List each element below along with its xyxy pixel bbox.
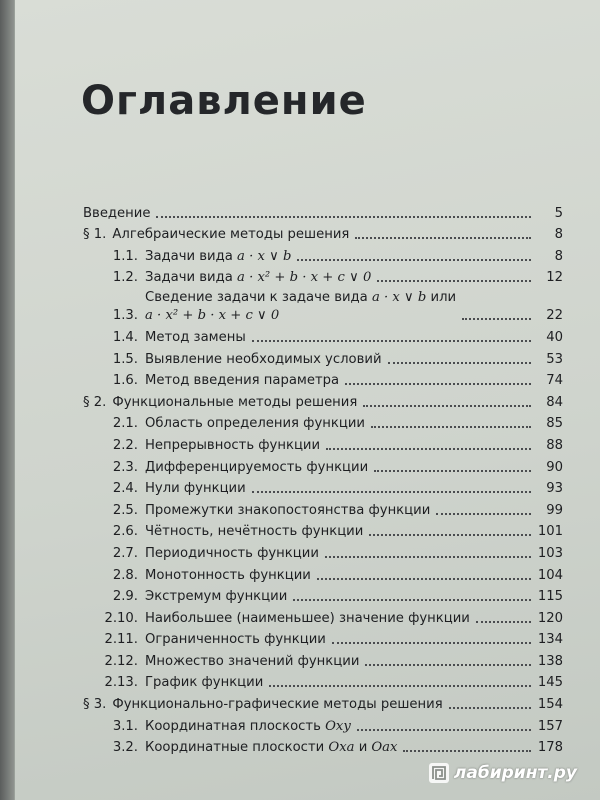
toc-entry-page-number: 22	[546, 308, 563, 324]
toc-entry-page-number: 88	[546, 437, 563, 453]
toc-entry-number: 1.2.	[112, 270, 138, 286]
toc-entry-number: 2.13.	[104, 675, 138, 691]
toc-entry-page-number: 93	[546, 481, 563, 497]
toc-entry-label-text: График функции	[145, 675, 264, 691]
toc-entry-label-text: Алгебраические методы решения	[112, 227, 350, 243]
toc-entry-number: 2.8.	[112, 567, 138, 583]
toc-entry-number: 1.3.	[112, 308, 138, 324]
toc-entry-label	[145, 589, 287, 604]
toc-entry[interactable]	[83, 323, 563, 345]
toc-entry-formula-2: Oax	[371, 740, 398, 756]
toc-entry-page-number: 53	[546, 351, 563, 367]
toc-entry-label	[145, 481, 246, 496]
toc-entry-page-number: 103	[537, 545, 563, 561]
toc-leader-dots	[325, 553, 531, 558]
labyrinth-logo-icon	[428, 762, 450, 784]
toc-entry-formula: Oxy	[325, 718, 351, 734]
toc-entry-number: 2.11.	[104, 632, 138, 648]
toc-leader-dots	[369, 531, 531, 536]
toc-entry-page-number: 115	[537, 589, 563, 605]
toc-entry-number: 2.5.	[112, 502, 138, 518]
toc-entry-formula-line2: a · x² + b · x + c ∨ 0	[145, 308, 280, 324]
toc-entry-page-number: 40	[546, 329, 563, 345]
toc-entry-label-text: Непрерывность функции	[145, 437, 321, 453]
toc-entry-number: 2.12.	[104, 653, 138, 669]
toc-entry-label-text: Метод замены	[145, 329, 246, 345]
toc-entry-label-text: Экстремум функции	[145, 589, 288, 605]
toc-leader-dots	[252, 488, 531, 493]
toc-entry-number: 1.5.	[112, 351, 138, 367]
toc-entry-label-mid: и	[358, 740, 368, 756]
toc-entry-label-block	[145, 290, 456, 323]
toc-entry-page-number: 154	[537, 697, 563, 713]
toc-entry[interactable]	[83, 647, 563, 669]
toc-entry-page-number: 90	[546, 459, 563, 475]
toc-entry-label	[145, 719, 351, 734]
toc-entry-label	[145, 270, 371, 285]
toc-entry-label-text: Область определения функции	[145, 416, 365, 432]
toc-entry-label	[145, 352, 382, 367]
toc-entry[interactable]	[83, 604, 563, 626]
toc-entry[interactable]	[83, 410, 563, 432]
toc-entry-formula: a · x ∨ b	[371, 290, 427, 306]
toc-entry-label	[112, 697, 442, 712]
toc-entry[interactable]	[83, 712, 563, 734]
toc-leader-dots	[357, 726, 531, 731]
toc-entry[interactable]	[83, 734, 563, 756]
toc-entry-label	[145, 416, 365, 431]
toc-leader-dots	[363, 402, 531, 407]
toc-entry-page-number: 84	[546, 394, 563, 410]
watermark-logo	[428, 762, 577, 784]
toc-entry-label	[83, 206, 150, 221]
toc-leader-dots	[374, 467, 531, 472]
toc-entry-number: 1.1.	[112, 248, 138, 264]
toc-entry[interactable]	[83, 475, 563, 497]
toc-entry-formula: Oxa	[328, 740, 355, 756]
toc-entry-number: 2.6.	[112, 524, 138, 540]
toc-entry-label	[145, 373, 339, 388]
toc-entry-page-number: 145	[537, 675, 563, 691]
toc-entry-label	[145, 249, 291, 264]
toc-entry-page-number: 8	[554, 248, 563, 264]
toc-entry-label-text: Множество значений функции	[145, 653, 360, 669]
toc-entry-label-text: Чётность, нечётность функции	[145, 524, 364, 540]
toc-leader-dots	[365, 661, 531, 666]
toc-entry-label-text: Задачи вида	[145, 270, 233, 286]
toc-entry-label-text: Сведение задачи к задаче вида	[145, 290, 368, 306]
toc-entry-label-text: Выявление необходимых условий	[145, 351, 382, 367]
toc-entry-label-tail: или	[430, 290, 457, 306]
toc-entry[interactable]	[83, 367, 563, 389]
toc-entry[interactable]	[83, 242, 563, 264]
toc-entry-label-text: Нули функции	[145, 481, 246, 497]
toc-entry[interactable]	[83, 453, 563, 475]
toc-entry-label-text: Функционально-графические методы решения	[112, 697, 443, 713]
toc-leader-dots	[332, 639, 531, 644]
toc-leader-dots	[156, 213, 531, 218]
toc-entry-page-number: 104	[537, 567, 563, 583]
toc-leader-dots	[355, 234, 531, 239]
toc-entry-label-text: Метод введения параметра	[145, 373, 340, 389]
toc-entry-label-text: Монотонность функции	[145, 567, 311, 583]
toc-entry-page-number: 134	[537, 632, 563, 648]
toc-leader-dots	[403, 747, 531, 752]
toc-entry-label	[145, 654, 359, 669]
toc-entry[interactable]	[83, 199, 563, 221]
watermark-text: лабиринт.ру	[453, 763, 577, 783]
toc-leader-dots	[293, 596, 531, 601]
toc-entry-label-text: Координатные плоскости	[145, 740, 325, 756]
toc-entry-number: 3.2.	[112, 740, 138, 756]
toc-entry-page-number: 12	[546, 270, 563, 286]
table-of-contents	[83, 199, 563, 755]
toc-entry-page-number: 85	[546, 416, 563, 432]
toc-entry[interactable]	[83, 539, 563, 561]
toc-entry-page-number: 8	[554, 227, 563, 243]
toc-entry-page-number: 5	[554, 205, 563, 221]
toc-entry-label-text: Промежутки знакопостоянства функции	[145, 502, 431, 518]
toc-entry-label-text: Периодичность функции	[145, 545, 319, 561]
toc-entry[interactable]	[83, 264, 563, 286]
toc-entry-page-number: 74	[546, 373, 563, 389]
toc-entry-number: § 2.	[83, 394, 107, 410]
book-page	[14, 0, 600, 800]
toc-entry-page-number: 120	[537, 610, 563, 626]
toc-entry[interactable]	[83, 561, 563, 583]
toc-entry-page-number: 178	[537, 740, 563, 756]
toc-leader-dots	[317, 575, 531, 580]
toc-leader-dots	[345, 380, 531, 385]
toc-leader-dots	[297, 256, 531, 261]
toc-entry[interactable]	[83, 496, 563, 518]
toc-leader-dots	[371, 423, 531, 428]
toc-entry-number: 3.1.	[112, 718, 138, 734]
toc-leader-dots	[462, 315, 531, 320]
toc-entry-label	[145, 503, 430, 518]
toc-entry-label-text: Введение	[83, 205, 151, 221]
toc-entry[interactable]	[83, 626, 563, 648]
toc-entry-label	[145, 524, 363, 539]
toc-entry-label-text: Функциональные методы решения	[112, 394, 358, 410]
toc-entry-label	[145, 568, 311, 583]
toc-entry-number: 2.1.	[112, 416, 138, 432]
toc-entry-label	[145, 330, 246, 345]
toc-entry[interactable]	[83, 285, 563, 323]
toc-entry-page-number: 99	[546, 502, 563, 518]
toc-leader-dots	[269, 682, 531, 687]
toc-entry-label-text: Координатная плоскость	[145, 718, 321, 734]
toc-entry-number: 2.2.	[112, 437, 138, 453]
toc-leader-dots	[449, 704, 531, 709]
toc-entry-number: 2.4.	[112, 481, 138, 497]
toc-entry-label-text: Дифференцируемость функции	[145, 459, 369, 475]
toc-entry-label	[145, 611, 470, 626]
toc-entry-number: 2.9.	[112, 589, 138, 605]
toc-entry-formula: a · x² + b · x + c ∨ 0	[237, 270, 372, 286]
toc-entry-label	[145, 460, 368, 475]
toc-leader-dots	[476, 618, 531, 623]
toc-entry-label-text: Наибольшее (наименьшее) значение функции	[145, 610, 470, 626]
toc-entry-label	[145, 632, 326, 647]
toc-entry[interactable]	[83, 431, 563, 453]
toc-entry[interactable]	[83, 669, 563, 691]
toc-entry[interactable]	[83, 221, 563, 243]
toc-entry[interactable]	[83, 345, 563, 367]
toc-entry[interactable]	[83, 518, 563, 540]
toc-entry-number: 1.4.	[112, 329, 138, 345]
toc-entry-label	[112, 395, 357, 410]
toc-leader-dots	[326, 445, 531, 450]
page-title: Оглавление	[81, 78, 367, 124]
book-spine-edge	[0, 0, 14, 800]
toc-leader-dots	[252, 337, 531, 342]
toc-leader-dots	[377, 277, 531, 282]
toc-entry-number: 2.7.	[112, 545, 138, 561]
toc-entry-number: § 1.	[83, 227, 107, 243]
toc-entry-label-text: Задачи вида	[145, 248, 233, 264]
toc-entry-formula: a · x ∨ b	[237, 248, 292, 264]
toc-leader-dots	[388, 359, 531, 364]
toc-entry-page-number: 157	[537, 718, 563, 734]
toc-entry-label-text: Ограниченность функции	[145, 632, 326, 648]
toc-entry-label	[145, 740, 397, 755]
toc-entry-label	[112, 227, 349, 242]
toc-entry-number: 2.10.	[104, 610, 138, 626]
toc-entry-number: § 3.	[83, 697, 107, 713]
toc-entry-number: 2.3.	[112, 459, 138, 475]
toc-leader-dots	[436, 510, 531, 515]
toc-entry-page-number: 138	[537, 653, 563, 669]
toc-entry-label	[145, 290, 456, 305]
toc-entry[interactable]	[83, 583, 563, 605]
toc-entry[interactable]	[83, 388, 563, 410]
toc-entry[interactable]	[83, 690, 563, 712]
toc-entry-label	[145, 546, 319, 561]
toc-entry-page-number: 101	[537, 524, 563, 540]
toc-entry-label	[145, 438, 320, 453]
toc-entry-number: 1.6.	[112, 373, 138, 389]
toc-entry-label	[145, 675, 263, 690]
